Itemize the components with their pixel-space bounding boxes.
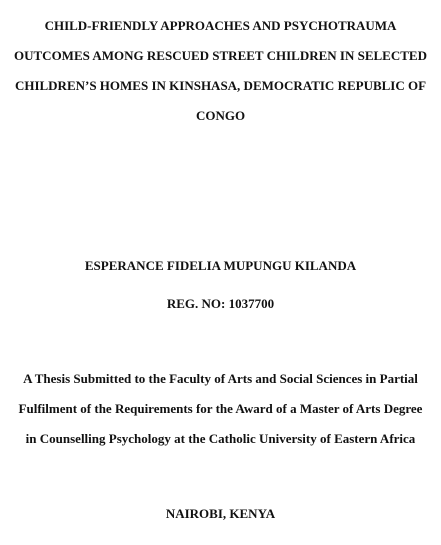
submission-statement-line: A Thesis Submitted to the Faculty of Arts and Social Sciences in Partial — [23, 371, 418, 386]
submission-statement — [0, 364, 441, 454]
registration-number — [0, 289, 441, 319]
thesis-title-line: CHILDREN’S HOMES IN KINSHASA, DEMOCRATIC REPUBLIC OF — [14, 78, 427, 93]
thesis-title — [0, 11, 441, 131]
submission-statement-line: Fulfilment of the Requirements for the Award of a Master of Arts Degree — [18, 401, 423, 416]
place-of-submission-text: NAIROBI, KENYA — [165, 506, 276, 521]
place-of-submission — [0, 499, 441, 529]
submission-statement-line: in Counselling Psychology at the Catholic University of Eastern Africa — [25, 431, 416, 446]
author-name — [0, 251, 441, 281]
thesis-title-line: CONGO — [195, 108, 246, 123]
registration-number-text: REG. NO: 1037700 — [166, 296, 275, 311]
thesis-title-line: CHILD-FRIENDLY APPROACHES AND PSYCHOTRAUMA — [44, 18, 397, 33]
author-name-text: ESPERANCE FIDELIA MUPUNGU KILANDA — [84, 258, 357, 273]
thesis-title-line: OUTCOMES AMONG RESCUED STREET CHILDREN IN SELECTED — [14, 48, 427, 63]
